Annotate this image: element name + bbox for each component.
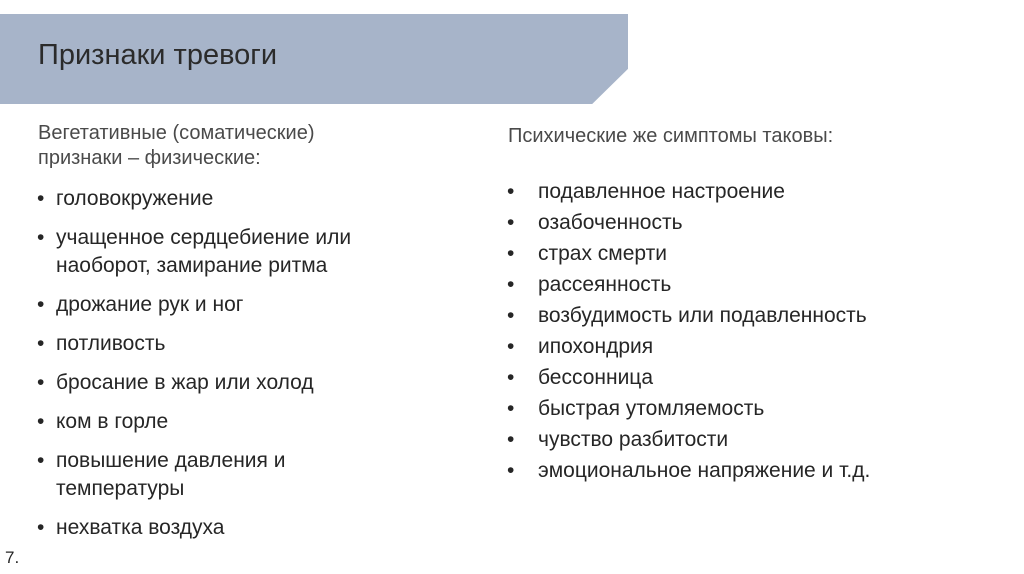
left-intro-line-2: признаки – физические: bbox=[38, 147, 261, 169]
list-item-text: повышение давления и bbox=[56, 449, 286, 472]
bullet-icon: • bbox=[37, 516, 45, 539]
bullet-icon: • bbox=[37, 371, 45, 394]
bullet-icon: • bbox=[37, 226, 45, 249]
list-item bbox=[508, 362, 870, 393]
list-item bbox=[38, 408, 351, 436]
list-item-text: бросание в жар или холод bbox=[56, 371, 314, 394]
list-item-text: чувство разбитости bbox=[538, 428, 729, 451]
bullet-icon: • bbox=[507, 366, 515, 389]
list-item-text: страх смерти bbox=[538, 242, 667, 265]
somatic-symptom-list bbox=[38, 185, 351, 553]
left-intro bbox=[38, 121, 314, 171]
bullet-icon: • bbox=[507, 335, 515, 358]
list-item bbox=[508, 424, 870, 455]
list-item-text-continued: наоборот, замирание ритма bbox=[56, 254, 328, 277]
list-item bbox=[508, 269, 870, 300]
bullet-icon: • bbox=[507, 459, 515, 482]
list-item bbox=[38, 330, 351, 358]
bullet-icon: • bbox=[507, 242, 515, 265]
bullet-icon: • bbox=[507, 180, 515, 203]
list-item bbox=[38, 514, 351, 542]
list-item-text: быстрая утомляемость bbox=[538, 397, 765, 420]
slide-title: Признаки тревоги bbox=[38, 39, 278, 71]
bullet-icon: • bbox=[507, 211, 515, 234]
list-item-text: ком в горле bbox=[56, 410, 169, 433]
list-item bbox=[508, 176, 870, 207]
left-intro-line-1: Вегетативные (соматические) bbox=[38, 122, 315, 144]
bullet-icon: • bbox=[37, 293, 45, 316]
list-item bbox=[38, 185, 351, 213]
list-item-text: рассеянность bbox=[538, 273, 672, 296]
slide-number: 7. bbox=[5, 548, 20, 567]
list-item bbox=[508, 207, 870, 238]
list-item-text: подавленное настроение bbox=[538, 180, 785, 203]
bullet-icon: • bbox=[507, 397, 515, 420]
bullet-icon: • bbox=[37, 449, 45, 472]
list-item-text: ипохондрия bbox=[538, 335, 654, 358]
list-item-text: озабоченность bbox=[538, 211, 683, 234]
list-item-text-continued: температуры bbox=[56, 477, 185, 500]
list-item-text: нехватка воздуха bbox=[56, 516, 225, 539]
list-item bbox=[38, 447, 351, 503]
list-item bbox=[38, 224, 351, 280]
list-item bbox=[38, 369, 351, 397]
list-item-text: эмоциональное напряжение и т.д. bbox=[538, 459, 871, 482]
psychic-symptom-list bbox=[508, 176, 870, 486]
bullet-icon: • bbox=[37, 332, 45, 355]
bullet-icon: • bbox=[37, 410, 45, 433]
list-item-text: возбудимость или подавленность bbox=[538, 304, 867, 327]
list-item bbox=[508, 238, 870, 269]
list-item bbox=[508, 300, 870, 331]
bullet-icon: • bbox=[37, 187, 45, 210]
bullet-icon: • bbox=[507, 304, 515, 327]
list-item-text: дрожание рук и ног bbox=[56, 293, 244, 316]
list-item bbox=[508, 455, 870, 486]
list-item-text: бессонница bbox=[538, 366, 654, 389]
list-item bbox=[508, 331, 870, 362]
list-item-text: учащенное сердцебиение или bbox=[56, 226, 352, 249]
bullet-icon: • bbox=[507, 428, 515, 451]
right-intro: Психические же симптомы таковы: bbox=[508, 125, 834, 147]
list-item bbox=[508, 393, 870, 424]
bullet-icon: • bbox=[507, 273, 515, 296]
list-item-text: потливость bbox=[56, 332, 166, 355]
list-item bbox=[38, 291, 351, 319]
list-item-text: головокружение bbox=[56, 187, 214, 210]
